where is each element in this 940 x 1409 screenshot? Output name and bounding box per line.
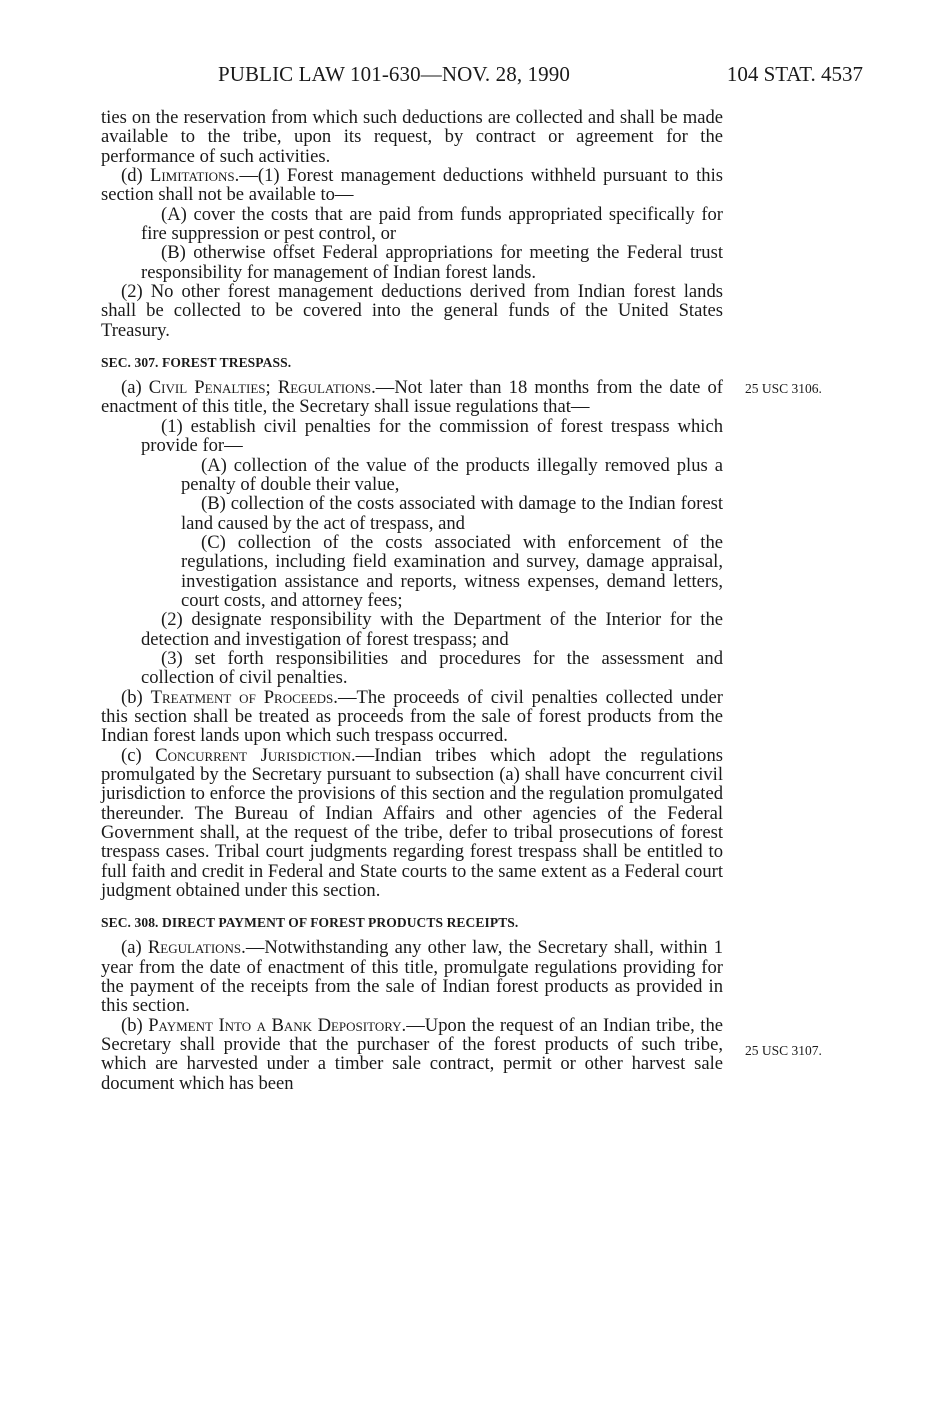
section-307-heading: SEC. 307. FOREST TRESPASS. <box>101 355 292 371</box>
statute-page-number: 104 STAT. 4537 <box>726 62 863 86</box>
subsection-heading: Treatment of Proceeds. <box>150 686 338 708</box>
subsection-308-b: (b) Payment Into a Bank Depository.—Upon the request of an Indian tribe, the Secretary shall provide that the purchaser of the forest products of such tribe, which are harvested under a timber sale contract, permit or other harvest sale document which has been <box>101 1014 723 1094</box>
clause-307-a-1-B: (B) collection of the costs associated with damage to the Indian forest land caused by the act of trespass, and <box>181 493 723 534</box>
subsection-307-a: (a) Civil Penalties; Regulations.—Not later than 18 months from the date of enactment of this title, the Secretary shall issue regulations that— <box>101 377 723 418</box>
usc-margin-note-3106: 25 USC 3106. <box>745 381 822 396</box>
clause-307-a-1-C: (C) collection of the costs associated with enforcement of the regulations, including field examination and survey, damage appraisal, investigation assistance and reports, witness expenses, demand letters, court costs, and attorney fees; <box>181 531 723 611</box>
paragraph-d-2: (2) No other forest management deductions derived from Indian forest lands shall be collected to be covered into the general funds of the United States Treasury. <box>101 281 723 341</box>
subsection-308-a: (a) Regulations.—Notwithstanding any other law, the Secretary shall, within 1 year from the date of enactment of this title, promulgate regulations providing for the payment of the receipts from the sale of Indian forest products as provided in this section. <box>101 937 723 1017</box>
subsection-heading: Concurrent Jurisdiction. <box>155 744 356 766</box>
paragraph-307-a-1: (1) establish civil penalties for the commission of forest trespass which provide for— <box>141 415 723 457</box>
subsection-307-c: (c) Concurrent Jurisdiction.—Indian tribes which adopt the regulations promulgated by the Secretary pursuant to subsection (a) shall have concurrent civil jurisdiction to enforce the provisions of this section and the regulation promulgated thereunder. The Bureau of Indian Affairs and other agencies of the Federal Government shall, at the request of the tribe, defer to tribal prosecutions of forest trespass cases. Tribal court judgments regarding forest trespass shall be entitled to full faith and credit in Federal and State courts to the same extent as a Federal court judgment obtained under this section. <box>101 744 723 902</box>
subsection-heading: Regulations. <box>147 937 246 959</box>
running-header <box>218 62 863 92</box>
subsection-heading: Limitations. <box>149 165 240 187</box>
clause-d-B: (B) otherwise offset Federal appropriations for meeting the Federal trust responsibility for management of Indian forest lands. <box>141 242 723 283</box>
subsection-heading: Civil Penalties; Regulations. <box>148 377 376 399</box>
paragraph-307-a-2: (2) designate responsibility with the Department of the Interior for the detection and investigation of forest trespass; and <box>141 609 723 650</box>
subsection-d: (d) Limitations.—(1) Forest management deductions withheld pursuant to this section shall not be available to— <box>101 165 723 206</box>
usc-margin-note-3107: 25 USC 3107. <box>745 1043 822 1058</box>
document-body <box>101 108 723 1093</box>
subsection-heading: Payment Into a Bank Depository. <box>148 1014 407 1036</box>
paragraph-307-a-3: (3) set forth responsibilities and procedures for the assessment and collection of civil penalties. <box>141 647 723 689</box>
clause-307-a-1-A: (A) collection of the value of the products illegally removed plus a penalty of double their value, <box>181 454 723 495</box>
subsection-307-b: (b) Treatment of Proceeds.—The proceeds of civil penalties collected under this section shall be treated as proceeds from the sale of forest products from the Indian forest lands upon which such trespass occurred. <box>101 686 723 747</box>
law-title: PUBLIC LAW 101-630—NOV. 28, 1990 <box>218 62 570 86</box>
continuation-paragraph: ties on the reservation from which such deductions are collected and shall be made available to the tribe, upon its request, by contract or agreement for the performance of such activities. <box>101 107 723 167</box>
section-308-heading: SEC. 308. DIRECT PAYMENT OF FOREST PRODUCTS RECEIPTS. <box>101 915 519 931</box>
clause-d-A: (A) cover the costs that are paid from funds appropriated specifically for fire suppression or pest control, or <box>141 203 723 245</box>
